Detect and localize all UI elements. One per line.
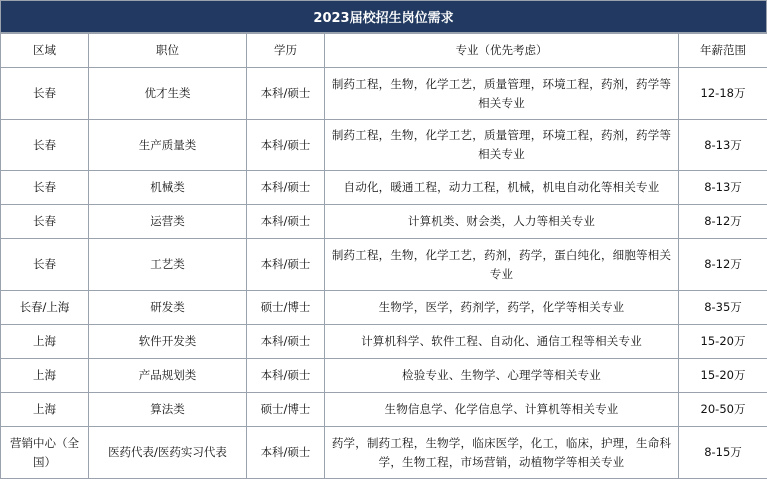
table-row [1, 291, 767, 325]
cell-major: 生物学，医学，药剂学，药学，化学等相关专业 [325, 291, 679, 325]
cell-salary: 8-13万 [679, 171, 767, 205]
table-row [1, 325, 767, 359]
table-row [1, 427, 767, 479]
table-row [1, 68, 767, 120]
cell-position: 优才生类 [89, 68, 247, 120]
cell-salary: 15-20万 [679, 359, 767, 393]
cell-region: 上海 [1, 359, 89, 393]
table-title: 2023届校招生岗位需求 [0, 0, 767, 33]
cell-position: 算法类 [89, 393, 247, 427]
cell-region: 长春 [1, 68, 89, 120]
cell-position: 医药代表/医药实习代表 [89, 427, 247, 479]
table-row [1, 120, 767, 171]
cell-region: 上海 [1, 393, 89, 427]
header-position: 职位 [89, 34, 247, 68]
cell-position: 生产质量类 [89, 120, 247, 171]
cell-salary: 8-35万 [679, 291, 767, 325]
cell-major: 制药工程，生物，化学工艺，质量管理，环境工程，药剂，药学等相关专业 [325, 120, 679, 171]
cell-region: 长春/上海 [1, 291, 89, 325]
cell-education: 本科/硕士 [247, 68, 325, 120]
cell-position: 研发类 [89, 291, 247, 325]
cell-position: 工艺类 [89, 239, 247, 291]
cell-region: 上海 [1, 325, 89, 359]
cell-salary: 8-12万 [679, 239, 767, 291]
cell-position: 产品规划类 [89, 359, 247, 393]
cell-major: 生物信息学、化学信息学、计算机等相关专业 [325, 393, 679, 427]
header-major: 专业（优先考虑） [325, 34, 679, 68]
table-row [1, 171, 767, 205]
header-salary: 年薪范围 [679, 34, 767, 68]
cell-region: 长春 [1, 171, 89, 205]
cell-education: 本科/硕士 [247, 325, 325, 359]
cell-salary: 8-13万 [679, 120, 767, 171]
table-row [1, 239, 767, 291]
cell-region: 长春 [1, 239, 89, 291]
cell-region: 营销中心（全国） [1, 427, 89, 479]
cell-major: 检验专业、生物学、心理学等相关专业 [325, 359, 679, 393]
cell-major: 自动化，暖通工程，动力工程，机械，机电自动化等相关专业 [325, 171, 679, 205]
cell-major: 计算机科学、软件工程、自动化、通信工程等相关专业 [325, 325, 679, 359]
header-education: 学历 [247, 34, 325, 68]
cell-region: 长春 [1, 120, 89, 171]
cell-education: 本科/硕士 [247, 427, 325, 479]
cell-major: 药学，制药工程，生物学，临床医学，化工，临床，护理，生命科学，生物工程，市场营销，动植物学等相关专业 [325, 427, 679, 479]
cell-salary: 8-15万 [679, 427, 767, 479]
cell-salary: 15-20万 [679, 325, 767, 359]
table-row [1, 359, 767, 393]
cell-position: 运营类 [89, 205, 247, 239]
cell-major: 计算机类、财会类，人力等相关专业 [325, 205, 679, 239]
cell-salary: 12-18万 [679, 68, 767, 120]
positions-table [0, 33, 767, 479]
cell-education: 本科/硕士 [247, 205, 325, 239]
table-row [1, 205, 767, 239]
cell-position: 机械类 [89, 171, 247, 205]
header-row [1, 34, 767, 68]
cell-education: 本科/硕士 [247, 359, 325, 393]
cell-education: 硕士/博士 [247, 393, 325, 427]
header-region: 区域 [1, 34, 89, 68]
cell-education: 硕士/博士 [247, 291, 325, 325]
table-row [1, 393, 767, 427]
cell-education: 本科/硕士 [247, 239, 325, 291]
cell-salary: 8-12万 [679, 205, 767, 239]
cell-salary: 20-50万 [679, 393, 767, 427]
cell-education: 本科/硕士 [247, 120, 325, 171]
cell-position: 软件开发类 [89, 325, 247, 359]
cell-region: 长春 [1, 205, 89, 239]
cell-major: 制药工程，生物，化学工艺，药剂，药学，蛋白纯化，细胞等相关专业 [325, 239, 679, 291]
cell-major: 制药工程，生物，化学工艺，质量管理，环境工程，药剂，药学等相关专业 [325, 68, 679, 120]
cell-education: 本科/硕士 [247, 171, 325, 205]
